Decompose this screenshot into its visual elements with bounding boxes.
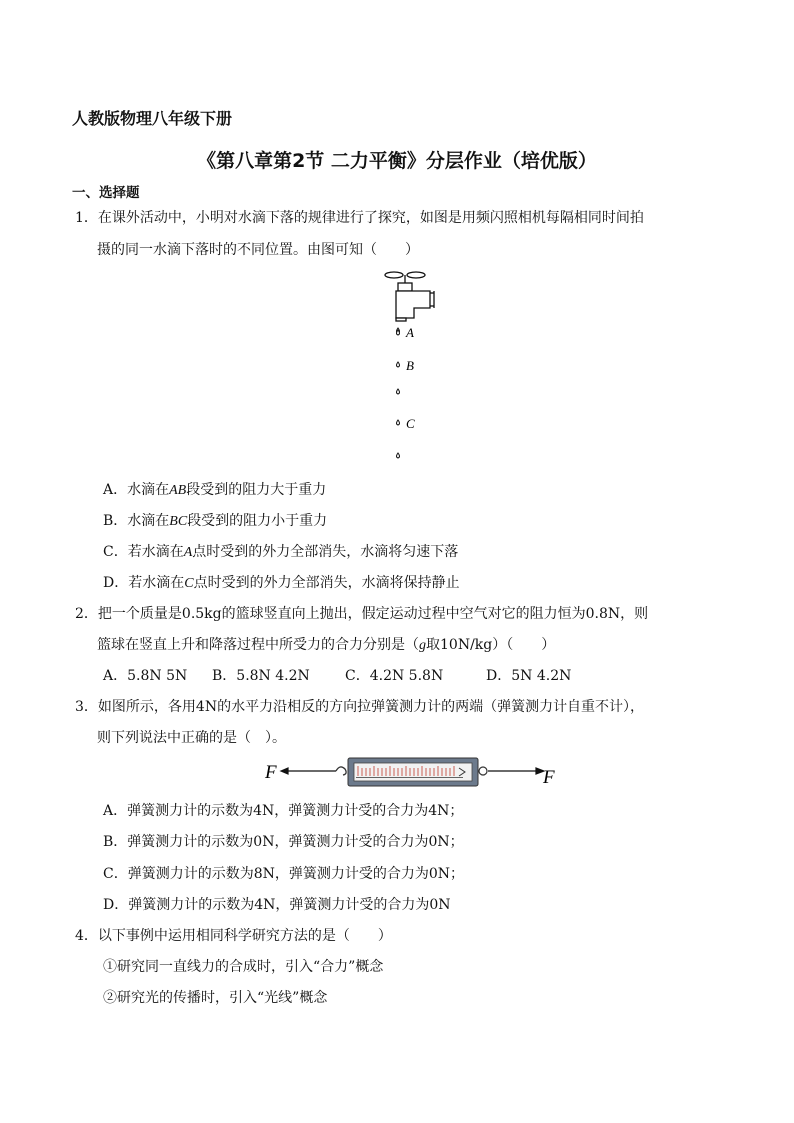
q4-item-2: ②研究光的传播时，引入“光线”概念 bbox=[103, 990, 328, 1006]
q2-option-b: B．5.8N 4.2N bbox=[212, 668, 310, 684]
point-a-label: A bbox=[406, 325, 414, 340]
right-force-label: F bbox=[543, 767, 555, 788]
q3-option-d: D．弹簧测力计的示数为4N，弹簧测力计受的合力为0N bbox=[103, 897, 451, 913]
left-force-label: F bbox=[265, 762, 277, 783]
q1-option-a: A．水滴在AB段受到的阻力大于重力 bbox=[103, 482, 327, 498]
faucet-icon bbox=[385, 272, 434, 321]
hook-icon bbox=[336, 767, 346, 775]
q3-stem-line2: 则下列说法中正确的是（ ）。 bbox=[97, 730, 286, 746]
page-title: 《第八章第2节 二力平衡》分层作业（培优版） bbox=[197, 150, 597, 172]
q2-stem-line2: 篮球在竖直上升和降落过程中所受力的合力分别是（g取10N/kg）（ ） bbox=[97, 637, 556, 653]
q1-stem-line1: 1．在课外活动中，小明对水滴下落的规律进行了探究，如图是用频闪照相机每隔相同时间拍 bbox=[75, 210, 644, 226]
point-c-label: C bbox=[406, 416, 415, 431]
q2-option-a: A．5.8N 5N bbox=[103, 668, 188, 684]
section-heading: 一、选择题 bbox=[72, 185, 140, 201]
q3-option-a: A．弹簧测力计的示数为4N，弹簧测力计受的合力为4N； bbox=[103, 803, 464, 819]
q1-option-c: C．若水滴在A点时受到的外力全部消失，水滴将匀速下落 bbox=[103, 544, 459, 560]
droplet-icons bbox=[397, 328, 400, 458]
q4-stem: 4．以下事例中运用相同科学研究方法的是（ ） bbox=[75, 928, 392, 944]
q3-option-b: B．弹簧测力计的示数为0N，弹簧测力计受的合力为0N； bbox=[103, 834, 464, 850]
q1-option-d: D．若水滴在C点时受到的外力全部消失，水滴将保持静止 bbox=[103, 575, 460, 591]
textbook-series: 人教版物理八年级下册 bbox=[72, 109, 233, 128]
q2-stem-line1: 2．把一个质量是0.5kg的篮球竖直向上抛出，假定运动过程中空气对它的阻力恒为0.8N，则 bbox=[75, 606, 649, 622]
q4-item-1: ①研究同一直线力的合成时，引入“合力”概念 bbox=[103, 959, 384, 975]
q3-option-c: C．弹簧测力计的示数为8N，弹簧测力计受的合力为0N； bbox=[103, 866, 465, 882]
q2-option-c: C．4.2N 5.8N bbox=[345, 668, 444, 684]
point-b-label: B bbox=[406, 358, 414, 373]
ring-icon bbox=[479, 767, 487, 775]
q1-stem-line2: 摄的同一水滴下落时的不同位置。由图可知（ ） bbox=[97, 242, 419, 258]
q1-option-b: B．水滴在BC段受到的阻力小于重力 bbox=[103, 513, 328, 529]
q3-stem-line1: 3．如图所示，各用4N的水平力沿相反的方向拉弹簧测力计的两端（弹簧测力计自重不计）， bbox=[75, 699, 645, 715]
faucet-droplet-figure bbox=[370, 266, 460, 466]
spring-scale-figure bbox=[258, 752, 568, 796]
q2-option-d: D．5N 4.2N bbox=[486, 668, 572, 684]
